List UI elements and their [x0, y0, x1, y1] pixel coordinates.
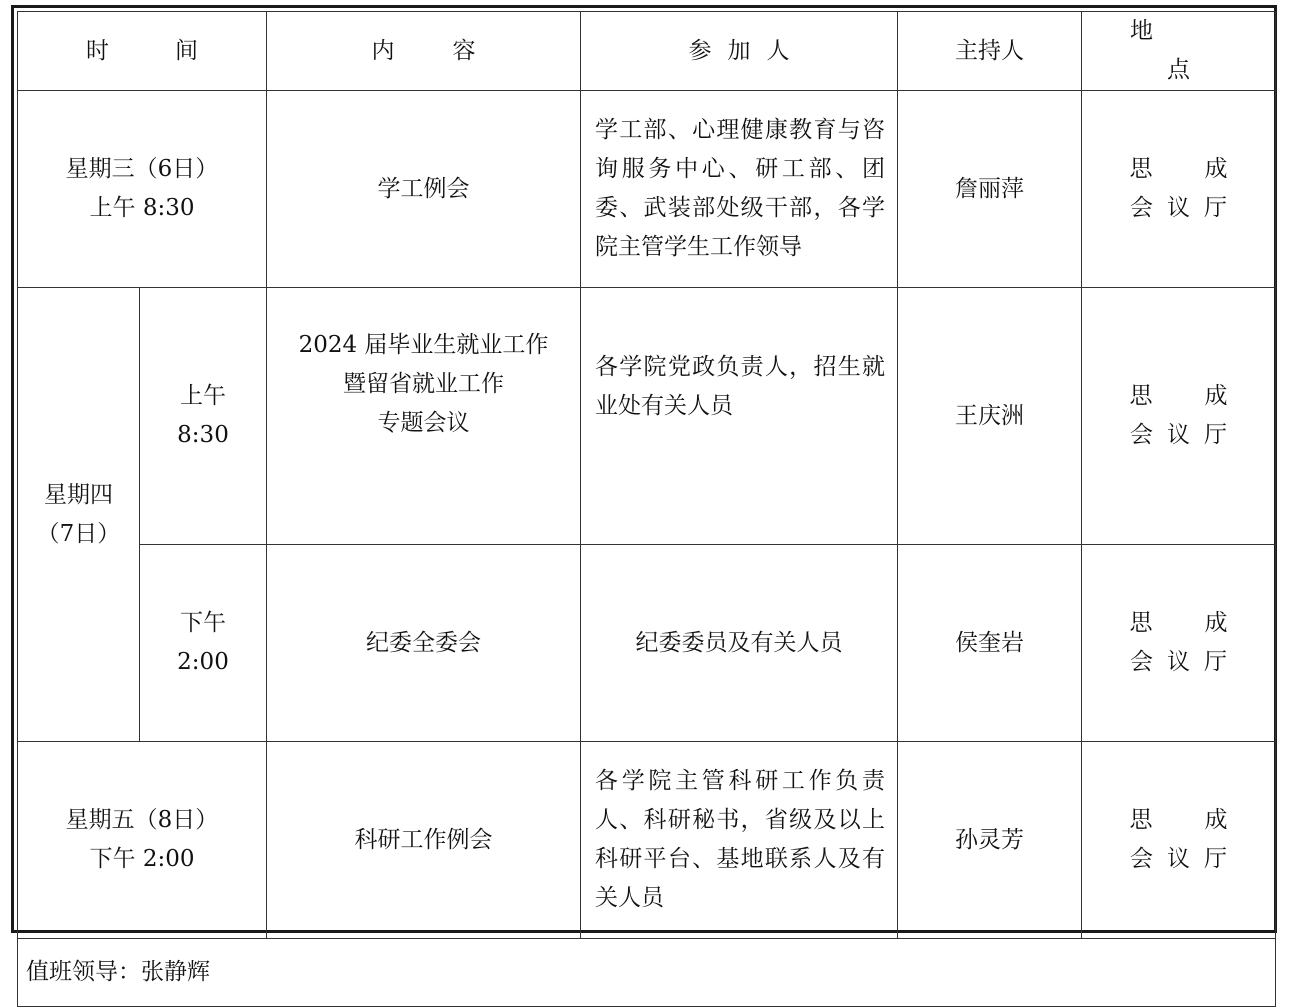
- schedule-table: [17, 11, 1280, 1007]
- location-cell: 思成 会议厅: [1082, 91, 1276, 288]
- location-cell: 思成 会议厅: [1082, 288, 1276, 545]
- footer-row: [18, 939, 1276, 1007]
- attendees-cell: 各学院主管科研工作负责人、科研秘书，省级及以上科研平台、基地联系人及有关人员: [581, 742, 898, 939]
- time-cell: 星期三（6日） 上午 8:30: [18, 91, 267, 288]
- time-cell: 星期五（8日） 下午 2:00: [18, 742, 267, 939]
- host-cell: 孙灵芳: [898, 742, 1082, 939]
- table-row: [18, 545, 1276, 742]
- host-cell: 侯奎岩: [898, 545, 1082, 742]
- header-time: 时间: [18, 12, 267, 91]
- content-cell: 2024 届毕业生就业工作 暨留省就业工作 专题会议: [267, 288, 581, 545]
- duty-leader: 值班领导：张静辉: [18, 939, 1276, 1007]
- host-cell: 詹丽萍: [898, 91, 1082, 288]
- day-cell: 星期四 （7日）: [18, 288, 140, 742]
- period-cell: 上午 8:30: [140, 288, 267, 545]
- content-cell: 学工例会: [267, 91, 581, 288]
- content-cell: 纪委全委会: [267, 545, 581, 742]
- header-host: 主持人: [898, 12, 1082, 91]
- location-cell: 思成 会议厅: [1082, 545, 1276, 742]
- attendees-cell: 各学院党政负责人，招生就业处有关人员: [581, 288, 898, 545]
- table-row: [18, 742, 1276, 939]
- attendees-cell: 纪委委员及有关人员: [581, 545, 898, 742]
- header-row: [18, 12, 1276, 91]
- header-content: 内容: [267, 12, 581, 91]
- content-cell: 科研工作例会: [267, 742, 581, 939]
- host-cell: 王庆洲: [898, 288, 1082, 545]
- header-attendees: 参加人: [581, 12, 898, 91]
- attendees-cell: 学工部、心理健康教育与咨询服务中心、研工部、团委、武装部处级干部，各学院主管学生工作领导: [581, 91, 898, 288]
- table-row: [18, 91, 1276, 288]
- table-row: [18, 288, 1276, 545]
- location-cell: 思成 会议厅: [1082, 742, 1276, 939]
- period-cell: 下午 2:00: [140, 545, 267, 742]
- header-location: 地点: [1082, 12, 1276, 91]
